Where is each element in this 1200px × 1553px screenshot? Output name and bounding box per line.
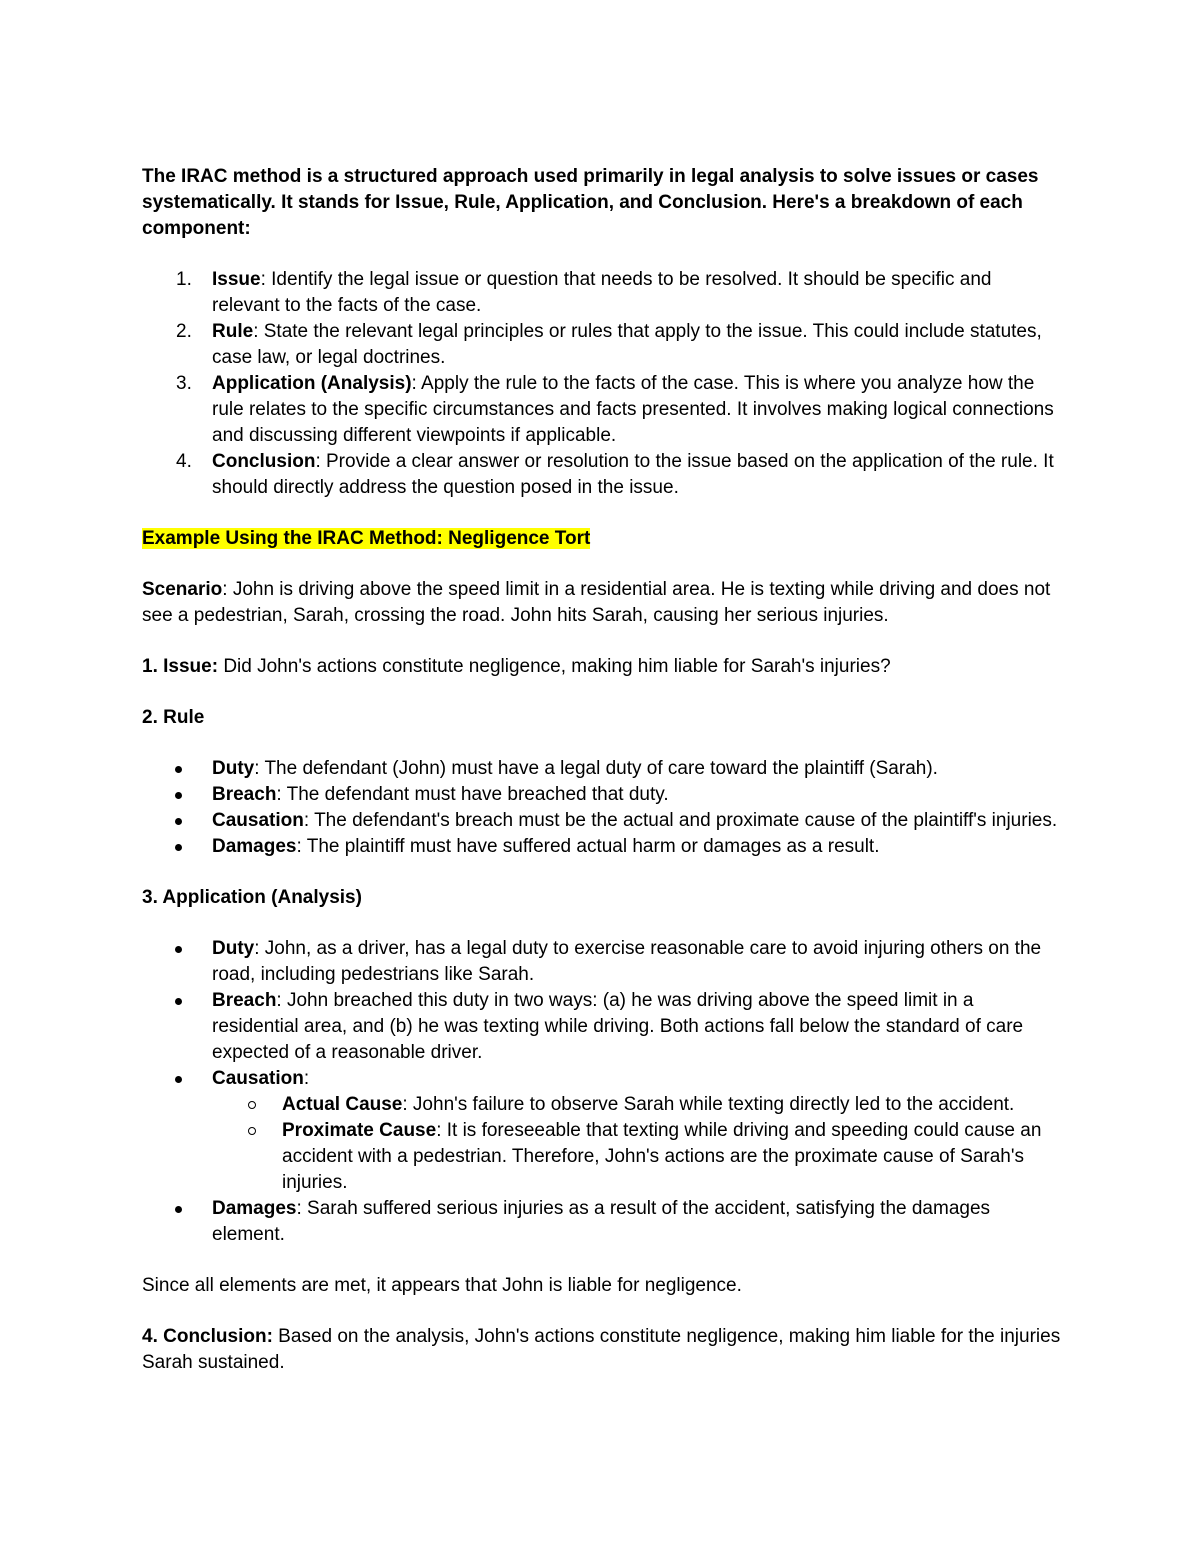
- rule-text: : The defendant's breach must be the actual and proximate cause of the plaintiff's injuries.: [303, 810, 1058, 831]
- issue-label: 1. Issue:: [142, 656, 219, 677]
- bullet-icon: [175, 998, 182, 1005]
- component-term: Application (Analysis): [212, 373, 412, 394]
- list-item: [142, 1196, 1062, 1248]
- application-term: Breach: [212, 990, 277, 1011]
- list-item: [142, 319, 1062, 371]
- document-page: [142, 164, 1062, 1401]
- scenario-paragraph: [142, 577, 1062, 629]
- list-number: 1.: [176, 269, 192, 290]
- summary-paragraph: Since all elements are met, it appears that John is liable for negligence.: [142, 1275, 742, 1296]
- list-number: 2.: [176, 321, 192, 342]
- bullet-icon: [175, 766, 182, 773]
- component-term: Issue: [212, 269, 261, 290]
- rule-term: Causation: [212, 810, 304, 831]
- rule-text: : The defendant (John) must have a legal duty of care toward the plaintiff (Sarah).: [254, 758, 938, 779]
- irac-components-list: [142, 267, 1062, 501]
- application-term: Duty: [212, 938, 255, 959]
- component-text: : Apply the rule to the facts of the case. This is where you analyze how the rule relates to the specific circumstances and facts presented. It involves making logical connections and discussing different viewpoints if applicable.: [212, 373, 1054, 446]
- rule-heading: 2. Rule: [142, 707, 205, 728]
- causation-term: Proximate Cause: [282, 1120, 437, 1141]
- scenario-label: Scenario: [142, 579, 223, 600]
- bullet-icon: [175, 818, 182, 825]
- application-text: :: [303, 1068, 310, 1089]
- circle-bullet-icon: [248, 1127, 256, 1135]
- list-item: [212, 1118, 1062, 1196]
- application-list: [142, 936, 1062, 1248]
- application-term: Causation: [212, 1068, 304, 1089]
- component-text: : State the relevant legal principles or rules that apply to the issue. This could include statutes, case law, or legal doctrines.: [212, 321, 1042, 368]
- list-item: [142, 449, 1062, 501]
- causation-text: : John's failure to observe Sarah while texting directly led to the accident.: [402, 1094, 1015, 1115]
- list-item: [142, 1066, 1062, 1196]
- application-term: Damages: [212, 1198, 297, 1219]
- list-item: [212, 1092, 1062, 1118]
- list-item: [142, 808, 1062, 834]
- conclusion-label: 4. Conclusion:: [142, 1326, 273, 1347]
- list-item: [142, 988, 1062, 1066]
- list-number: 3.: [176, 373, 192, 394]
- rule-text: : The plaintiff must have suffered actual harm or damages as a result.: [296, 836, 880, 857]
- example-heading: [142, 526, 1062, 552]
- bullet-icon: [175, 946, 182, 953]
- causation-term: Actual Cause: [282, 1094, 403, 1115]
- application-text: : John breached this duty in two ways: (a) he was driving above the speed limit in a residential area, and (b) he was texting while driving. Both actions fall below the standard of care expected of a reasonable driver.: [212, 990, 1024, 1063]
- component-text: : Identify the legal issue or question that needs to be resolved. It should be specific and relevant to the facts of the case.: [212, 269, 992, 316]
- bullet-icon: [175, 844, 182, 851]
- list-item: [142, 756, 1062, 782]
- causation-sublist: [212, 1092, 1062, 1196]
- list-item: [142, 267, 1062, 319]
- application-heading: 3. Application (Analysis): [142, 887, 362, 908]
- bullet-icon: [175, 1076, 182, 1083]
- rule-text: : The defendant must have breached that duty.: [276, 784, 669, 805]
- rule-term: Damages: [212, 836, 297, 857]
- scenario-text: : John is driving above the speed limit in a residential area. He is texting while driving and does not see a pedestrian, Sarah, crossing the road. John hits Sarah, causing her serious injuries.: [142, 579, 1051, 626]
- rule-term: Breach: [212, 784, 277, 805]
- list-item: [142, 782, 1062, 808]
- list-item: [142, 834, 1062, 860]
- component-term: Conclusion: [212, 451, 316, 472]
- causation-text: : It is foreseeable that texting while driving and speeding could cause an accident with a pedestrian. Therefore, John's actions are the proximate cause of Sarah's injuries.: [282, 1120, 1042, 1193]
- rule-term: Duty: [212, 758, 255, 779]
- list-item: [142, 371, 1062, 449]
- component-term: Rule: [212, 321, 254, 342]
- application-text: : Sarah suffered serious injuries as a result of the accident, satisfying the damages element.: [212, 1198, 991, 1245]
- issue-paragraph: [142, 654, 1062, 680]
- bullet-icon: [175, 1206, 182, 1213]
- circle-bullet-icon: [248, 1101, 256, 1109]
- conclusion-text: Based on the analysis, John's actions constitute negligence, making him liable for the injuries Sarah sustained.: [142, 1326, 1061, 1373]
- intro-paragraph: The IRAC method is a structured approach used primarily in legal analysis to solve issues or cases systematically. It stands for Issue, Rule, Application, and Conclusion. Here's a breakdown of each component:: [142, 166, 1039, 239]
- list-number: 4.: [176, 451, 192, 472]
- application-text: : John, as a driver, has a legal duty to exercise reasonable care to avoid injuring others on the road, including pedestrians like Sarah.: [212, 938, 1042, 985]
- bullet-icon: [175, 792, 182, 799]
- issue-text: Did John's actions constitute negligence, making him liable for Sarah's injuries?: [218, 656, 891, 677]
- conclusion-paragraph: [142, 1324, 1062, 1376]
- highlighted-heading: Example Using the IRAC Method: Negligence Tort: [142, 528, 591, 549]
- rule-list: [142, 756, 1062, 860]
- list-item: [142, 936, 1062, 988]
- component-text: : Provide a clear answer or resolution to the issue based on the application of the rule. It should directly address the question posed in the issue.: [212, 451, 1054, 498]
